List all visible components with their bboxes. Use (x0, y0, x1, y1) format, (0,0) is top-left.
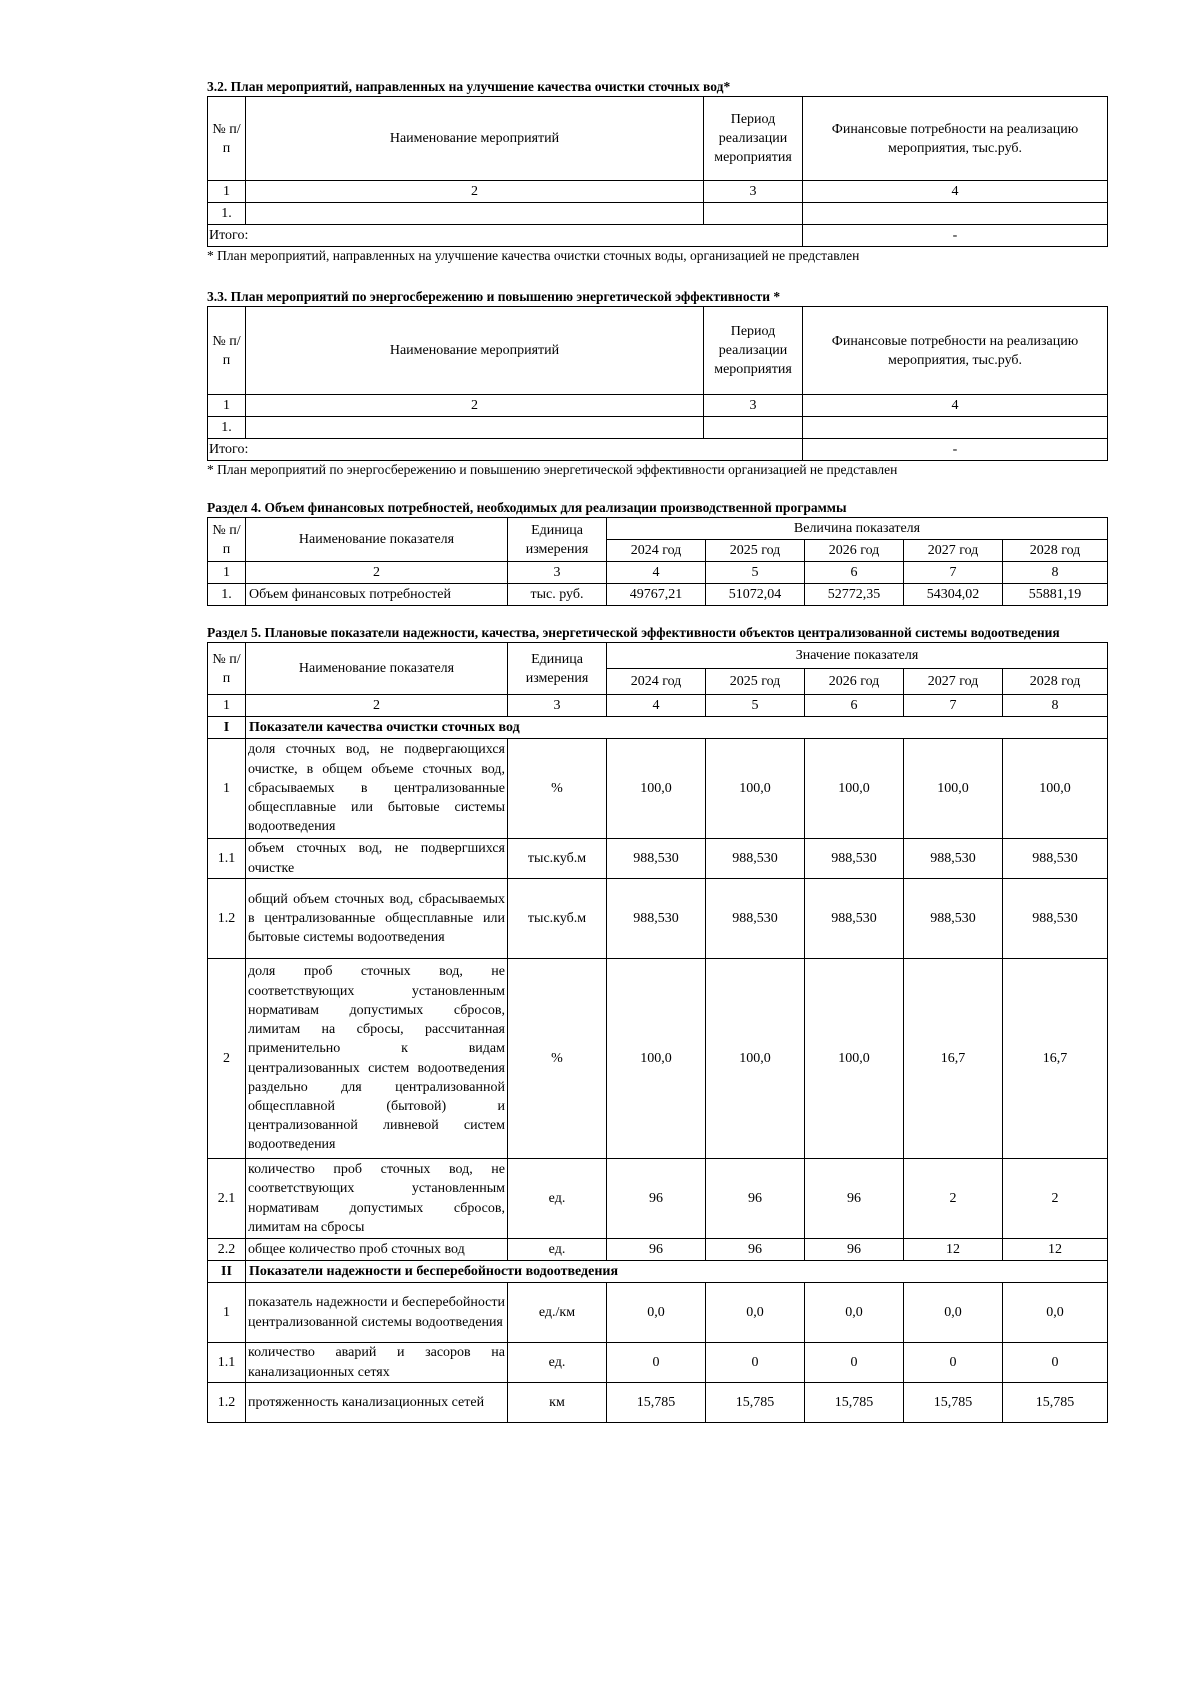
group-title: Показатели качества очистки сточных вод (246, 717, 1108, 739)
value-cell: 100,0 (607, 739, 706, 839)
value-cell: 0,0 (1003, 1283, 1108, 1343)
group-number: II (208, 1261, 246, 1283)
row-number: 1.1 (208, 839, 246, 879)
col-number: 4 (803, 395, 1108, 417)
value-cell: 0 (1003, 1343, 1108, 1383)
value-cell: 96 (607, 1239, 706, 1261)
col-header-value: Величина показателя (607, 518, 1108, 540)
col-number: 7 (904, 562, 1003, 584)
indicator-name: количество аварий и засоров на канализационных сетях (246, 1343, 508, 1383)
indicator-name: доля проб сточных вод, не соответствующих установленным нормативам допустимых сбросов, лимитам на сбросы, рассчитанная применительно к видам централизованных систем водоотведения раздельно для централизованной общесплавной (бытовой) и централизованной ливневой систем водоотведения (246, 959, 508, 1159)
indicator-unit: тыс.куб.м (508, 879, 607, 959)
section-5 (207, 624, 1107, 1423)
col-header-no: № п/п (208, 518, 246, 562)
col-number: 8 (1003, 562, 1108, 584)
total-label: Итого: (208, 225, 803, 247)
value-cell: 988,530 (607, 879, 706, 959)
year-header: 2026 год (805, 669, 904, 695)
value-cell: 0 (805, 1343, 904, 1383)
value-cell: 96 (607, 1159, 706, 1239)
value-cell: 0 (607, 1343, 706, 1383)
table-3-3 (207, 306, 1108, 461)
value-cell: 15,785 (706, 1383, 805, 1423)
col-header-no: № п/п (208, 97, 246, 181)
value-cell: 0 (706, 1343, 805, 1383)
indicator-unit: ед. (508, 1159, 607, 1239)
indicator-unit: ед. (508, 1239, 607, 1261)
value-cell: 988,530 (805, 879, 904, 959)
col-header-name: Наименование показателя (246, 643, 508, 695)
col-number: 4 (803, 181, 1108, 203)
row-number: 1. (208, 417, 246, 439)
value-cell: 16,7 (1003, 959, 1108, 1159)
section-4-title: Раздел 4. Объем финансовых потребностей, необходимых для реализации производственной программы (207, 500, 847, 515)
value-cell: 0 (904, 1343, 1003, 1383)
value-cell: 49767,21 (607, 584, 706, 606)
indicator-name: доля сточных вод, не подвергающихся очистке, в общем объеме сточных вод, сбрасываемых в централизованные общесплавные или бытовые системы водоотведения (246, 739, 508, 839)
col-number: 1 (208, 562, 246, 584)
value-cell: 988,530 (706, 879, 805, 959)
col-number: 6 (805, 695, 904, 717)
indicator-unit: ед./км (508, 1283, 607, 1343)
col-number: 2 (246, 395, 704, 417)
empty-cell (803, 203, 1108, 225)
value-cell: 96 (706, 1239, 805, 1261)
row-number: 2.1 (208, 1159, 246, 1239)
col-header-name: Наименование мероприятий (246, 307, 704, 395)
indicator-name: общий объем сточных вод, сбрасываемых в централизованные общесплавные или бытовые системы водоотведения (246, 879, 508, 959)
col-header-name: Наименование мероприятий (246, 97, 704, 181)
empty-cell (246, 417, 704, 439)
col-number: 4 (607, 695, 706, 717)
year-header: 2025 год (706, 669, 805, 695)
value-cell: 2 (904, 1159, 1003, 1239)
col-header-finance: Финансовые потребности на реализацию мероприятия, тыс.руб. (803, 307, 1108, 395)
col-number: 8 (1003, 695, 1108, 717)
col-header-name: Наименование показателя (246, 518, 508, 562)
document-page (207, 78, 1107, 1410)
col-header-period: Период реализации мероприятия (704, 307, 803, 395)
value-cell: 988,530 (904, 879, 1003, 959)
value-cell: 100,0 (706, 959, 805, 1159)
col-header-finance: Финансовые потребности на реализацию мероприятия, тыс.руб. (803, 97, 1108, 181)
year-header: 2024 год (607, 669, 706, 695)
row-number: 2.2 (208, 1239, 246, 1261)
year-header: 2027 год (904, 669, 1003, 695)
year-header: 2027 год (904, 540, 1003, 562)
col-header-period: Период реализации мероприятия (704, 97, 803, 181)
total-value: - (803, 439, 1108, 461)
value-cell: 988,530 (1003, 879, 1108, 959)
value-cell: 52772,35 (805, 584, 904, 606)
value-cell: 55881,19 (1003, 584, 1108, 606)
col-number: 7 (904, 695, 1003, 717)
value-cell: 100,0 (607, 959, 706, 1159)
indicator-name: объем сточных вод, не подвергшихся очистке (246, 839, 508, 879)
row-number: 1.1 (208, 1343, 246, 1383)
col-number: 4 (607, 562, 706, 584)
row-number: 1.2 (208, 879, 246, 959)
table-4 (207, 517, 1108, 606)
value-cell: 15,785 (1003, 1383, 1108, 1423)
row-number: 1 (208, 739, 246, 839)
year-header: 2028 год (1003, 540, 1108, 562)
section-3-2-title: 3.2. План мероприятий, направленных на улучшение качества очистки сточных вод* (207, 79, 731, 94)
total-label: Итого: (208, 439, 803, 461)
row-number: 2 (208, 959, 246, 1159)
row-number: 1. (208, 203, 246, 225)
table-5 (207, 642, 1108, 1423)
empty-cell (246, 203, 704, 225)
value-cell: 0,0 (706, 1283, 805, 1343)
value-cell: 100,0 (904, 739, 1003, 839)
group-title: Показатели надежности и бесперебойности водоотведения (246, 1261, 1108, 1283)
value-cell: 988,530 (904, 839, 1003, 879)
value-cell: 988,530 (1003, 839, 1108, 879)
value-cell: 100,0 (805, 739, 904, 839)
indicator-name: показатель надежности и бесперебойности централизованной системы водоотведения (246, 1283, 508, 1343)
indicator-name: протяженность канализационных сетей (246, 1383, 508, 1423)
col-header-no: № п/п (208, 643, 246, 695)
year-header: 2028 год (1003, 669, 1108, 695)
col-header-unit: Единица измерения (508, 518, 607, 562)
col-header-unit: Единица измерения (508, 643, 607, 695)
value-cell: 15,785 (904, 1383, 1003, 1423)
col-number: 1 (208, 395, 246, 417)
col-number: 6 (805, 562, 904, 584)
value-cell: 2 (1003, 1159, 1108, 1239)
value-cell: 0,0 (805, 1283, 904, 1343)
indicator-name: количество проб сточных вод, не соответствующих установленным нормативам допустимых сбросов, лимитам на сбросы (246, 1159, 508, 1239)
section-3-3-note: * План мероприятий по энергосбережению и повышению энергетической эффективности организацией не представлен (207, 462, 898, 477)
section-3-2-note: * План мероприятий, направленных на улучшение качества очистки сточных воды, организацией не представлен (207, 248, 860, 263)
value-cell: 96 (805, 1159, 904, 1239)
col-header-value: Значение показателя (607, 643, 1108, 669)
row-number: 1. (208, 584, 246, 606)
col-number: 2 (246, 562, 508, 584)
value-cell: 12 (904, 1239, 1003, 1261)
indicator-name: общее количество проб сточных вод (246, 1239, 508, 1261)
col-number: 2 (246, 695, 508, 717)
value-cell: 15,785 (607, 1383, 706, 1423)
row-number: 1 (208, 1283, 246, 1343)
row-number: 1.2 (208, 1383, 246, 1423)
col-number: 3 (704, 395, 803, 417)
table-3-2 (207, 96, 1108, 247)
col-number: 5 (706, 695, 805, 717)
value-cell: 12 (1003, 1239, 1108, 1261)
value-cell: 54304,02 (904, 584, 1003, 606)
year-header: 2026 год (805, 540, 904, 562)
col-number: 1 (208, 181, 246, 203)
value-cell: 100,0 (1003, 739, 1108, 839)
value-cell: 16,7 (904, 959, 1003, 1159)
empty-cell (704, 203, 803, 225)
empty-cell (704, 417, 803, 439)
indicator-unit: км (508, 1383, 607, 1423)
empty-cell (803, 417, 1108, 439)
value-cell: 988,530 (706, 839, 805, 879)
value-cell: 100,0 (805, 959, 904, 1159)
indicator-unit: % (508, 959, 607, 1159)
total-value: - (803, 225, 1108, 247)
value-cell: 0,0 (904, 1283, 1003, 1343)
value-cell: 100,0 (706, 739, 805, 839)
value-cell: 0,0 (607, 1283, 706, 1343)
value-cell: 988,530 (805, 839, 904, 879)
indicator-unit: % (508, 739, 607, 839)
col-number: 3 (704, 181, 803, 203)
col-number: 3 (508, 562, 607, 584)
indicator-unit: тыс. руб. (508, 584, 607, 606)
col-header-no: № п/п (208, 307, 246, 395)
section-3-2 (207, 78, 1107, 265)
value-cell: 15,785 (805, 1383, 904, 1423)
col-number: 1 (208, 695, 246, 717)
section-4 (207, 499, 1107, 606)
section-5-title: Раздел 5. Плановые показатели надежности, качества, энергетической эффективности объектов централизованной системы водоотведения (207, 625, 1060, 640)
year-header: 2025 год (706, 540, 805, 562)
group-number: I (208, 717, 246, 739)
value-cell: 51072,04 (706, 584, 805, 606)
indicator-unit: ед. (508, 1343, 607, 1383)
value-cell: 96 (805, 1239, 904, 1261)
col-number: 3 (508, 695, 607, 717)
section-3-3 (207, 288, 1107, 479)
value-cell: 988,530 (607, 839, 706, 879)
indicator-name: Объем финансовых потребностей (246, 584, 508, 606)
col-number: 5 (706, 562, 805, 584)
col-number: 2 (246, 181, 704, 203)
section-3-3-title: 3.3. План мероприятий по энергосбережению и повышению энергетической эффективности * (207, 289, 781, 304)
value-cell: 96 (706, 1159, 805, 1239)
indicator-unit: тыс.куб.м (508, 839, 607, 879)
year-header: 2024 год (607, 540, 706, 562)
